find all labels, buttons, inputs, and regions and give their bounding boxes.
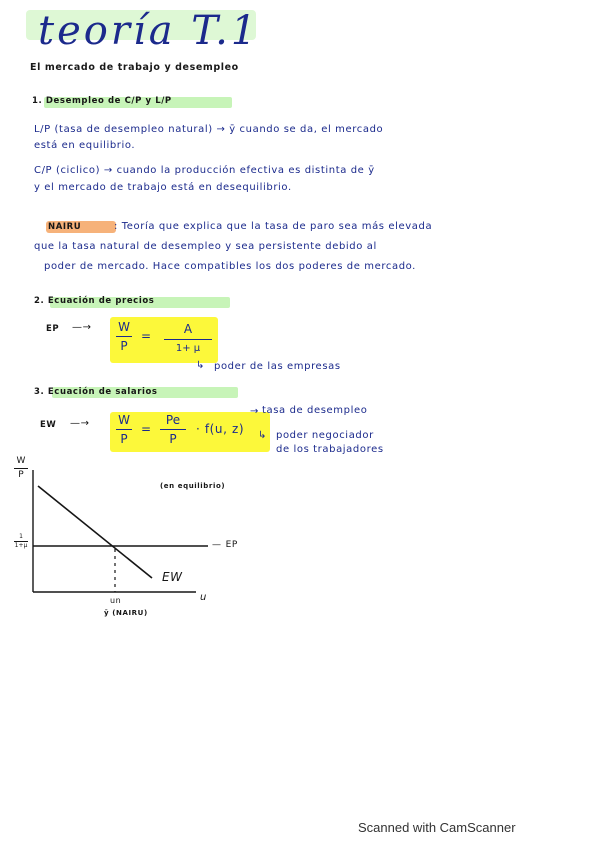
ep-rhs-denominator: 1+ μ (175, 343, 201, 354)
section2-heading: 2. Ecuación de precios (34, 296, 155, 306)
lp-continuation: está en equilibrio. (34, 140, 136, 151)
nairu-line-3: poder de mercado. Hace compatibles los dos poderes de mercado. (44, 261, 416, 272)
section3-heading: 3. Ecuación de salarios (34, 387, 158, 397)
nairu-label: NAIRU (48, 222, 82, 232)
page-subtitle: El mercado de trabajo y desempleo (30, 62, 239, 73)
graph-x-axis-label: u (200, 592, 207, 603)
ew-note-z-line1: poder negociador (276, 430, 374, 441)
ep-lhs-numerator: W (118, 320, 130, 334)
graph-y-axis-numerator: W (16, 456, 26, 466)
graph-ep-label: — EP (212, 540, 238, 550)
ep-rhs-numerator: A (183, 322, 193, 336)
ew-note-z-line2: de los trabajadores (276, 444, 384, 455)
cp-continuation: y el mercado de trabajo está en desequilibrio. (34, 182, 292, 193)
lp-line: L/P (tasa de desempleo natural) → ȳ cuando se da, el mercado (34, 124, 384, 135)
ew-arrow: —→ (70, 418, 90, 429)
graph-equilibrium-note: (en equilibrio) (160, 482, 226, 490)
ep-arrow: —→ (72, 322, 92, 333)
ew-note-u-arrow: → (250, 406, 259, 417)
page-title: teoría T.1 (38, 8, 260, 54)
ep-note-arrow: ↳ (196, 360, 205, 371)
nairu-line-2: que la tasa natural de desempleo y sea persistente debido al (34, 241, 377, 252)
ew-lhs-denominator: P (120, 432, 128, 446)
ew-equals: = (140, 422, 152, 436)
cp-line: C/P (ciclico) → cuando la producción efectiva es distinta de ȳ (34, 165, 375, 176)
ep-lhs-denominator: P (120, 339, 128, 353)
graph-x-tick: un (110, 596, 122, 605)
ew-function: · f(u, z) (196, 422, 245, 436)
section1-heading: 1. Desempleo de C/P y L/P (32, 96, 172, 106)
ew-label: EW (40, 420, 57, 430)
graph-y-tick-denominator: 1+μ (14, 542, 28, 549)
ew-note-z-arrow: ↳ (258, 430, 267, 441)
ew-curve (38, 486, 152, 578)
ew-note-u: tasa de desempleo (262, 405, 368, 416)
ep-label: EP (46, 324, 60, 334)
ep-equals: = (140, 329, 152, 343)
ew-rhs-numerator: Pe (165, 413, 181, 427)
ep-note: poder de las empresas (214, 361, 341, 372)
graph-ew-label: EW (162, 570, 183, 584)
ew-lhs-numerator: W (118, 413, 130, 427)
graph-y-axis-denominator: P (18, 470, 24, 480)
nairu-line-1: : Teoría que explica que la tasa de paro sea más elevada (114, 221, 433, 232)
ew-rhs-denominator: P (169, 432, 177, 446)
graph-y-tick-numerator: 1 (19, 533, 23, 540)
graph-x-tick-note: ȳ (NAIRU) (104, 609, 148, 617)
scanner-watermark: Scanned with CamScanner (358, 820, 516, 835)
